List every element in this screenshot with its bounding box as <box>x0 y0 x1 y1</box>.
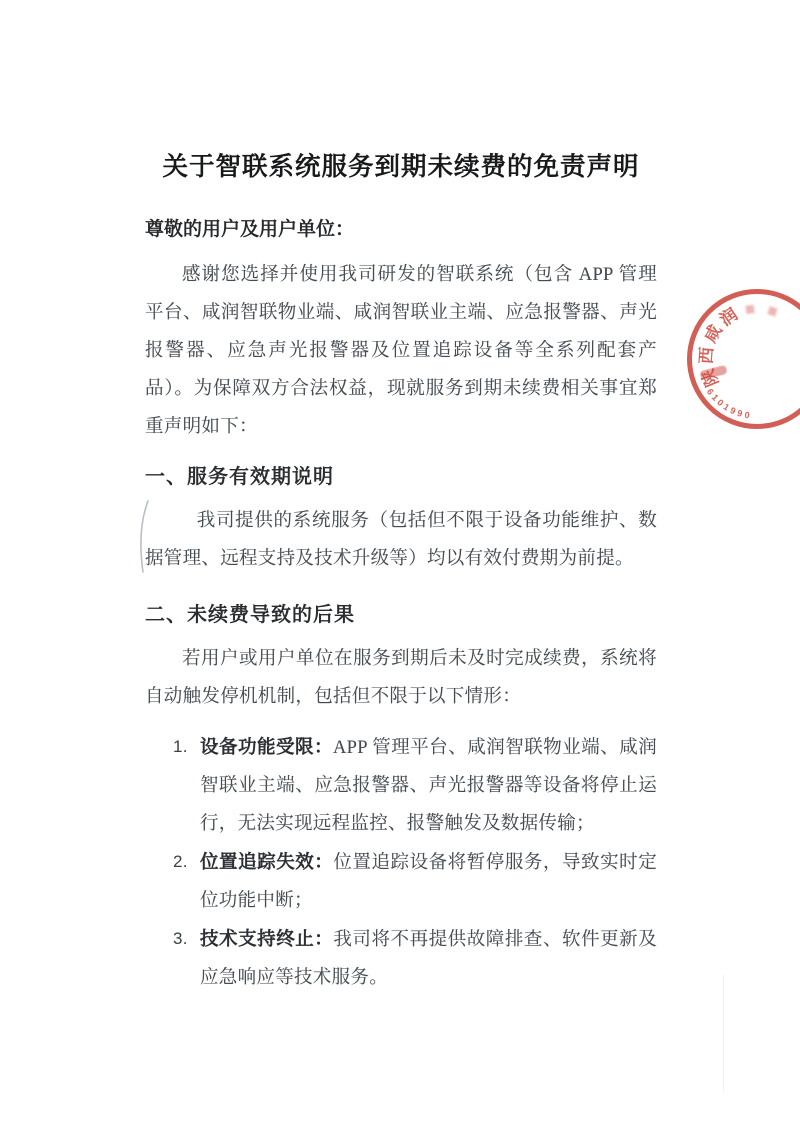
list-item-lead: 位置追踪失效： <box>200 851 334 872</box>
document-body <box>145 150 657 997</box>
seal-arc-char: 咸 <box>700 321 726 346</box>
seal-serial-digit: 1 <box>721 401 732 413</box>
consequence-list <box>145 728 657 997</box>
seal-serial-digit: 1 <box>709 392 721 403</box>
list-item-text: 我司将不再提供故障排查、软件更新及应急响应等技术服务。 <box>200 930 657 988</box>
seal-serial-digit: 0 <box>715 397 726 409</box>
seal-arc-char: 陕 <box>698 366 723 390</box>
list-item <box>145 843 657 920</box>
list-item <box>145 728 657 843</box>
seal-serial-digit: 0 <box>743 409 751 421</box>
pen-stroke-mark <box>134 498 156 576</box>
salutation: 尊敬的用户及用户单位： <box>145 219 355 240</box>
seal-serial-digit: 6 <box>704 386 716 397</box>
section-1-body: 我司提供的系统服务（包括但不限于设备功能维护、数据管理、远程支持及技术升级等）均以有效付费期为前提。 <box>145 511 657 569</box>
section-2-body: 若用户或用户单位在服务到期后未及时完成续费，系统将自动触发停机机制，包括但不限于以下情形： <box>145 649 657 707</box>
list-item <box>145 920 657 997</box>
seal-arc-char: 西 <box>696 346 717 365</box>
seal-serial-digit: 9 <box>735 407 744 419</box>
seal-arc-char-smudged: ■ <box>743 298 757 320</box>
company-seal-stamp-icon <box>687 289 800 429</box>
section-1-heading: 一、服务有效期说明 <box>145 466 334 488</box>
list-item-text: 位置追踪设备将暂停服务，导致实时定位功能中断； <box>200 853 657 911</box>
list-item-lead: 技术支持终止： <box>200 928 334 949</box>
seal-arc-char: 润 <box>716 304 742 330</box>
list-item-text: APP 管理平台、咸润智联物业端、咸润智联业主端、应急报警器、声光报警器等设备将停止运行，无法实现远程监控、报警触发及数据传输； <box>200 738 658 834</box>
document-title: 关于智联系统服务到期未续费的免责声明 <box>162 153 640 181</box>
list-item-number: 2. <box>173 852 188 871</box>
list-item-lead: 设备功能受限： <box>200 736 333 757</box>
seal-arc-char-smudged: ■ <box>764 300 781 322</box>
list-item-number: 1. <box>173 737 188 756</box>
section-2-heading: 二、未续费导致的后果 <box>145 604 355 626</box>
list-item-number: 3. <box>173 929 188 948</box>
scan-fold-line <box>723 975 724 1093</box>
seal-serial-digit: 9 <box>728 405 738 417</box>
intro-paragraph: 感谢您选择并使用我司研发的智联系统（包含 APP 管理平台、咸润智联物业端、咸润智联业主端、应急报警器、声光报警器、应急声光报警器及位置追踪设备等全系列配套产品）。为保障双方合法权益，现就服务到期未续费相关事宜郑重声明如下： <box>145 265 657 437</box>
